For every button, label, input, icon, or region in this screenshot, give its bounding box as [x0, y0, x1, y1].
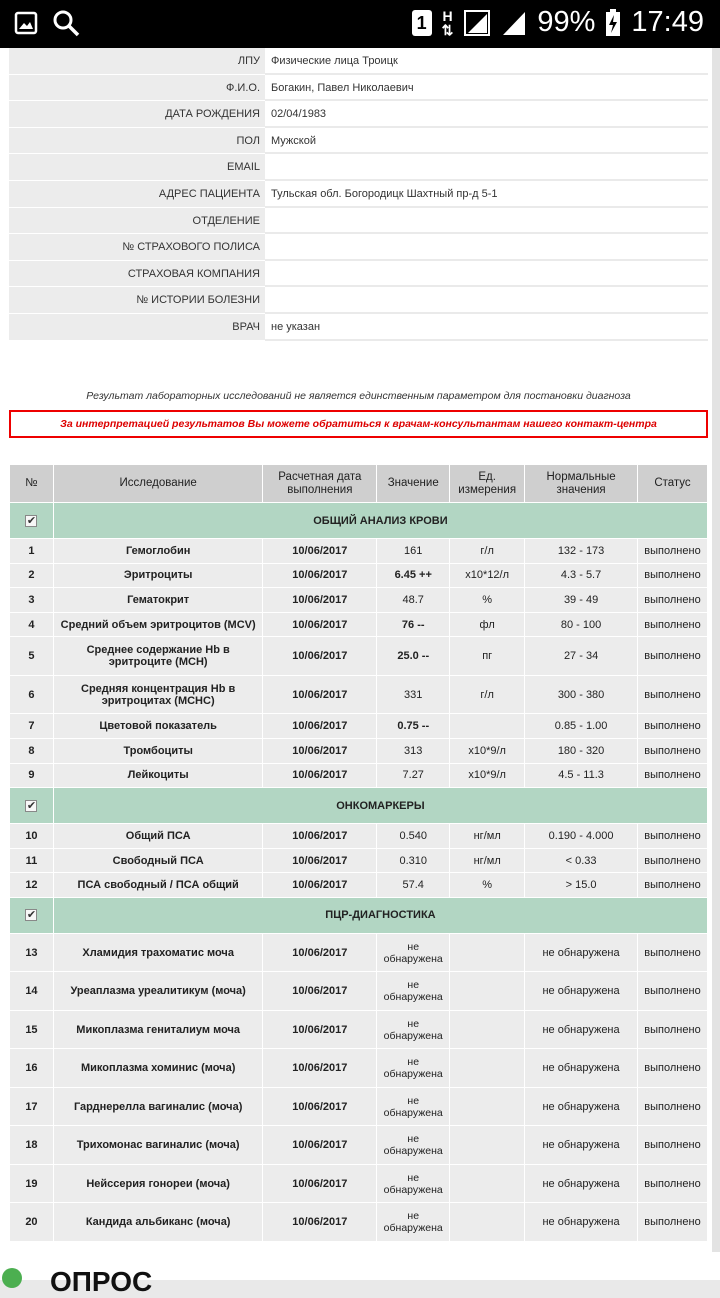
network-type-icon: H ⇅ [441, 7, 454, 38]
row-number: 9 [10, 763, 54, 788]
test-value: не обнаружена [377, 1203, 450, 1242]
patient-field-label: № СТРАХОВОГО ПОЛИСА [9, 234, 265, 261]
test-status: выполнено [637, 763, 707, 788]
results-card [0, 48, 720, 1252]
test-status: выполнено [637, 873, 707, 898]
test-name: Гемоглобин [53, 539, 263, 564]
patient-info [9, 48, 708, 341]
patient-field-value [265, 261, 708, 288]
test-unit: нг/мл [450, 824, 525, 849]
test-value: 6.45 ++ [377, 563, 450, 588]
row-number: 15 [10, 1010, 54, 1049]
test-norm: 300 - 380 [525, 675, 638, 714]
group-checkbox[interactable]: ✔ [26, 514, 37, 527]
group-row [10, 503, 708, 539]
col-header-unit: Ед. измерения [450, 465, 525, 503]
test-norm: 39 - 49 [525, 588, 638, 613]
row-number: 19 [10, 1164, 54, 1203]
test-status: выполнено [637, 1087, 707, 1126]
patient-field-value [265, 208, 708, 235]
test-date: 10/06/2017 [263, 1049, 377, 1088]
patient-field-value: не указан [265, 314, 708, 341]
table-row [10, 563, 708, 588]
test-unit [450, 1164, 525, 1203]
patient-row [9, 261, 708, 288]
patient-field-value: 02/04/1983 [265, 101, 708, 128]
test-name: Гарднерелла вагиналис (моча) [53, 1087, 263, 1126]
battery-charging-icon [605, 9, 621, 37]
test-date: 10/06/2017 [263, 637, 377, 676]
test-norm: 4.5 - 11.3 [525, 763, 638, 788]
patient-field-label: EMAIL [9, 154, 265, 181]
test-status: выполнено [637, 612, 707, 637]
test-name: Уреаплазма уреалитикум (моча) [53, 972, 263, 1011]
test-value: не обнаружена [377, 972, 450, 1011]
test-name: Микоплазма гениталиум моча [53, 1010, 263, 1049]
test-date: 10/06/2017 [263, 675, 377, 714]
test-unit: x10*9/л [450, 763, 525, 788]
table-row [10, 588, 708, 613]
test-name: Микоплазма хоминис (моча) [53, 1049, 263, 1088]
patient-field-value: Богакин, Павел Николаевич [265, 75, 708, 102]
group-checkbox[interactable]: ✔ [26, 909, 37, 922]
test-status: выполнено [637, 824, 707, 849]
table-row [10, 1164, 708, 1203]
test-status: выполнено [637, 637, 707, 676]
patient-row [9, 234, 708, 261]
test-status: выполнено [637, 675, 707, 714]
test-unit [450, 714, 525, 739]
patient-row [9, 75, 708, 102]
row-number: 7 [10, 714, 54, 739]
test-name: ПСА свободный / ПСА общий [53, 873, 263, 898]
patient-field-label: ВРАЧ [9, 314, 265, 341]
test-date: 10/06/2017 [263, 873, 377, 898]
signal-2-icon [501, 9, 527, 37]
test-date: 10/06/2017 [263, 588, 377, 613]
gallery-icon [14, 11, 38, 35]
test-date: 10/06/2017 [263, 763, 377, 788]
group-title: ПЦР-ДИАГНОСТИКА [53, 897, 707, 933]
row-number: 1 [10, 539, 54, 564]
results-table [9, 464, 708, 1242]
test-norm: 4.3 - 5.7 [525, 563, 638, 588]
test-status: выполнено [637, 1203, 707, 1242]
row-number: 3 [10, 588, 54, 613]
patient-field-value [265, 287, 708, 314]
col-header-date: Расчетная дата выполнения [263, 465, 377, 503]
group-checkbox[interactable]: ✔ [26, 799, 37, 812]
table-row [10, 972, 708, 1011]
test-norm: не обнаружена [525, 1126, 638, 1165]
row-number: 10 [10, 824, 54, 849]
test-norm: не обнаружена [525, 1203, 638, 1242]
row-number: 6 [10, 675, 54, 714]
test-unit [450, 972, 525, 1011]
row-number: 17 [10, 1087, 54, 1126]
patient-field-label: ПОЛ [9, 128, 265, 155]
table-row [10, 873, 708, 898]
test-name: Средняя концентрация Hb в эритроцитах (MCHC) [53, 675, 263, 714]
test-unit [450, 1049, 525, 1088]
test-value: 331 [377, 675, 450, 714]
test-date: 10/06/2017 [263, 933, 377, 972]
test-status: выполнено [637, 972, 707, 1011]
test-norm: 0.85 - 1.00 [525, 714, 638, 739]
row-number: 5 [10, 637, 54, 676]
test-date: 10/06/2017 [263, 848, 377, 873]
test-unit [450, 1126, 525, 1165]
test-date: 10/06/2017 [263, 1126, 377, 1165]
test-date: 10/06/2017 [263, 824, 377, 849]
table-row [10, 933, 708, 972]
patient-row [9, 181, 708, 208]
table-row [10, 763, 708, 788]
table-row [10, 848, 708, 873]
disclaimer-text: Результат лабораторных исследований не является единственным параметром для постановки диагноза [86, 390, 631, 402]
patient-row [9, 128, 708, 155]
table-row [10, 1203, 708, 1242]
patient-field-value: Физические лица Троицк [265, 48, 708, 75]
signal-icon [463, 9, 491, 37]
survey-title: ОПРОС [50, 1266, 153, 1297]
test-unit: % [450, 873, 525, 898]
test-status: выполнено [637, 1126, 707, 1165]
test-name: Общий ПСА [53, 824, 263, 849]
test-name: Хламидия трахоматис моча [53, 933, 263, 972]
group-title: ОБЩИЙ АНАЛИЗ КРОВИ [53, 503, 707, 539]
table-row [10, 714, 708, 739]
test-date: 10/06/2017 [263, 1010, 377, 1049]
test-name: Гематокрит [53, 588, 263, 613]
row-number: 12 [10, 873, 54, 898]
table-row [10, 1087, 708, 1126]
patient-field-label: ЛПУ [9, 48, 265, 75]
test-norm: < 0.33 [525, 848, 638, 873]
test-date: 10/06/2017 [263, 612, 377, 637]
patient-field-label: ОТДЕЛЕНИЕ [9, 208, 265, 235]
row-number: 2 [10, 563, 54, 588]
test-date: 10/06/2017 [263, 972, 377, 1011]
group-title: ОНКОМАРКЕРЫ [53, 788, 707, 824]
test-date: 10/06/2017 [263, 738, 377, 763]
test-unit [450, 1087, 525, 1126]
search-icon [52, 9, 80, 37]
patient-field-label: ДАТА РОЖДЕНИЯ [9, 101, 265, 128]
consultation-notice: За интерпретацией результатов Вы можете обратиться к врачам-консультантам нашего контакт-центра [9, 410, 708, 438]
test-unit [450, 1203, 525, 1242]
test-value: 0.310 [377, 848, 450, 873]
group-checkbox-cell [10, 788, 54, 824]
row-number: 13 [10, 933, 54, 972]
col-header-value: Значение [377, 465, 450, 503]
test-unit: г/л [450, 539, 525, 564]
group-row [10, 897, 708, 933]
patient-row [9, 101, 708, 128]
table-row [10, 637, 708, 676]
test-value: 7.27 [377, 763, 450, 788]
patient-field-label: № ИСТОРИИ БОЛЕЗНИ [9, 287, 265, 314]
test-norm: не обнаружена [525, 972, 638, 1011]
test-norm: не обнаружена [525, 1087, 638, 1126]
test-name: Лейкоциты [53, 763, 263, 788]
test-value: не обнаружена [377, 933, 450, 972]
test-norm: 132 - 173 [525, 539, 638, 564]
test-date: 10/06/2017 [263, 563, 377, 588]
test-norm: 27 - 34 [525, 637, 638, 676]
test-norm: 0.190 - 4.000 [525, 824, 638, 849]
test-unit: фл [450, 612, 525, 637]
test-value: не обнаружена [377, 1049, 450, 1088]
test-status: выполнено [637, 738, 707, 763]
test-date: 10/06/2017 [263, 1087, 377, 1126]
table-row [10, 1010, 708, 1049]
row-number: 18 [10, 1126, 54, 1165]
table-row [10, 1049, 708, 1088]
row-number: 11 [10, 848, 54, 873]
test-value: 57.4 [377, 873, 450, 898]
test-date: 10/06/2017 [263, 1164, 377, 1203]
test-norm: не обнаружена [525, 1164, 638, 1203]
test-status: выполнено [637, 933, 707, 972]
table-row [10, 539, 708, 564]
test-value: 48.7 [377, 588, 450, 613]
patient-field-value [265, 234, 708, 261]
patient-row [9, 287, 708, 314]
col-header-norm: Нормальные значения [525, 465, 638, 503]
patient-field-label: СТРАХОВАЯ КОМПАНИЯ [9, 261, 265, 288]
test-unit: нг/мл [450, 848, 525, 873]
test-name: Тромбоциты [53, 738, 263, 763]
battery-percent: 99% [537, 6, 596, 38]
survey-section [0, 1252, 720, 1297]
table-row [10, 824, 708, 849]
test-unit: г/л [450, 675, 525, 714]
col-header-number: № [10, 465, 54, 503]
test-value: не обнаружена [377, 1010, 450, 1049]
test-norm: не обнаружена [525, 1010, 638, 1049]
test-status: выполнено [637, 714, 707, 739]
test-name: Трихомонас вагиналис (моча) [53, 1126, 263, 1165]
col-header-status: Статус [637, 465, 707, 503]
test-unit: пг [450, 637, 525, 676]
test-status: выполнено [637, 848, 707, 873]
table-row [10, 612, 708, 637]
patient-row [9, 154, 708, 181]
patient-row [9, 48, 708, 75]
test-unit: x10*9/л [450, 738, 525, 763]
patient-field-value: Тульская обл. Богородицк Шахтный пр-д 5-1 [265, 181, 708, 208]
table-row [10, 738, 708, 763]
test-status: выполнено [637, 1010, 707, 1049]
test-norm: 80 - 100 [525, 612, 638, 637]
test-value: 313 [377, 738, 450, 763]
test-value: 0.540 [377, 824, 450, 849]
table-row [10, 1126, 708, 1165]
test-name: Эритроциты [53, 563, 263, 588]
test-name: Свободный ПСА [53, 848, 263, 873]
status-bar [0, 0, 720, 48]
test-norm: не обнаружена [525, 1049, 638, 1088]
group-row [10, 788, 708, 824]
row-number: 4 [10, 612, 54, 637]
test-status: выполнено [637, 588, 707, 613]
row-number: 20 [10, 1203, 54, 1242]
sim-icon: 1 [412, 10, 432, 36]
test-value: не обнаружена [377, 1087, 450, 1126]
test-name: Нейссерия гонореи (моча) [53, 1164, 263, 1203]
test-name: Цветовой показатель [53, 714, 263, 739]
row-number: 8 [10, 738, 54, 763]
test-status: выполнено [637, 1164, 707, 1203]
test-unit: % [450, 588, 525, 613]
test-norm: 180 - 320 [525, 738, 638, 763]
test-date: 10/06/2017 [263, 714, 377, 739]
test-date: 10/06/2017 [263, 1203, 377, 1242]
patient-field-label: АДРЕС ПАЦИЕНТА [9, 181, 265, 208]
row-number: 14 [10, 972, 54, 1011]
test-value: 76 -- [377, 612, 450, 637]
test-unit [450, 933, 525, 972]
patient-field-value [265, 154, 708, 181]
survey-icon [2, 1268, 22, 1288]
test-status: выполнено [637, 563, 707, 588]
patient-field-label: Ф.И.О. [9, 75, 265, 102]
test-value: 0.75 -- [377, 714, 450, 739]
test-name: Среднее содержание Hb в эритроците (MCH) [53, 637, 263, 676]
test-value: не обнаружена [377, 1126, 450, 1165]
test-value: не обнаружена [377, 1164, 450, 1203]
table-row [10, 675, 708, 714]
test-value: 25.0 -- [377, 637, 450, 676]
test-norm: > 15.0 [525, 873, 638, 898]
patient-row [9, 208, 708, 235]
group-checkbox-cell [10, 503, 54, 539]
test-status: выполнено [637, 1049, 707, 1088]
clock: 17:49 [631, 6, 704, 38]
patient-row [9, 314, 708, 341]
test-name: Кандида альбиканс (моча) [53, 1203, 263, 1242]
patient-field-value: Мужской [265, 128, 708, 155]
test-unit: x10*12/л [450, 563, 525, 588]
test-status: выполнено [637, 539, 707, 564]
test-name: Средний объем эритроцитов (MCV) [53, 612, 263, 637]
col-header-test: Исследование [53, 465, 263, 503]
row-number: 16 [10, 1049, 54, 1088]
test-unit [450, 1010, 525, 1049]
test-value: 161 [377, 539, 450, 564]
test-date: 10/06/2017 [263, 539, 377, 564]
test-norm: не обнаружена [525, 933, 638, 972]
group-checkbox-cell [10, 897, 54, 933]
